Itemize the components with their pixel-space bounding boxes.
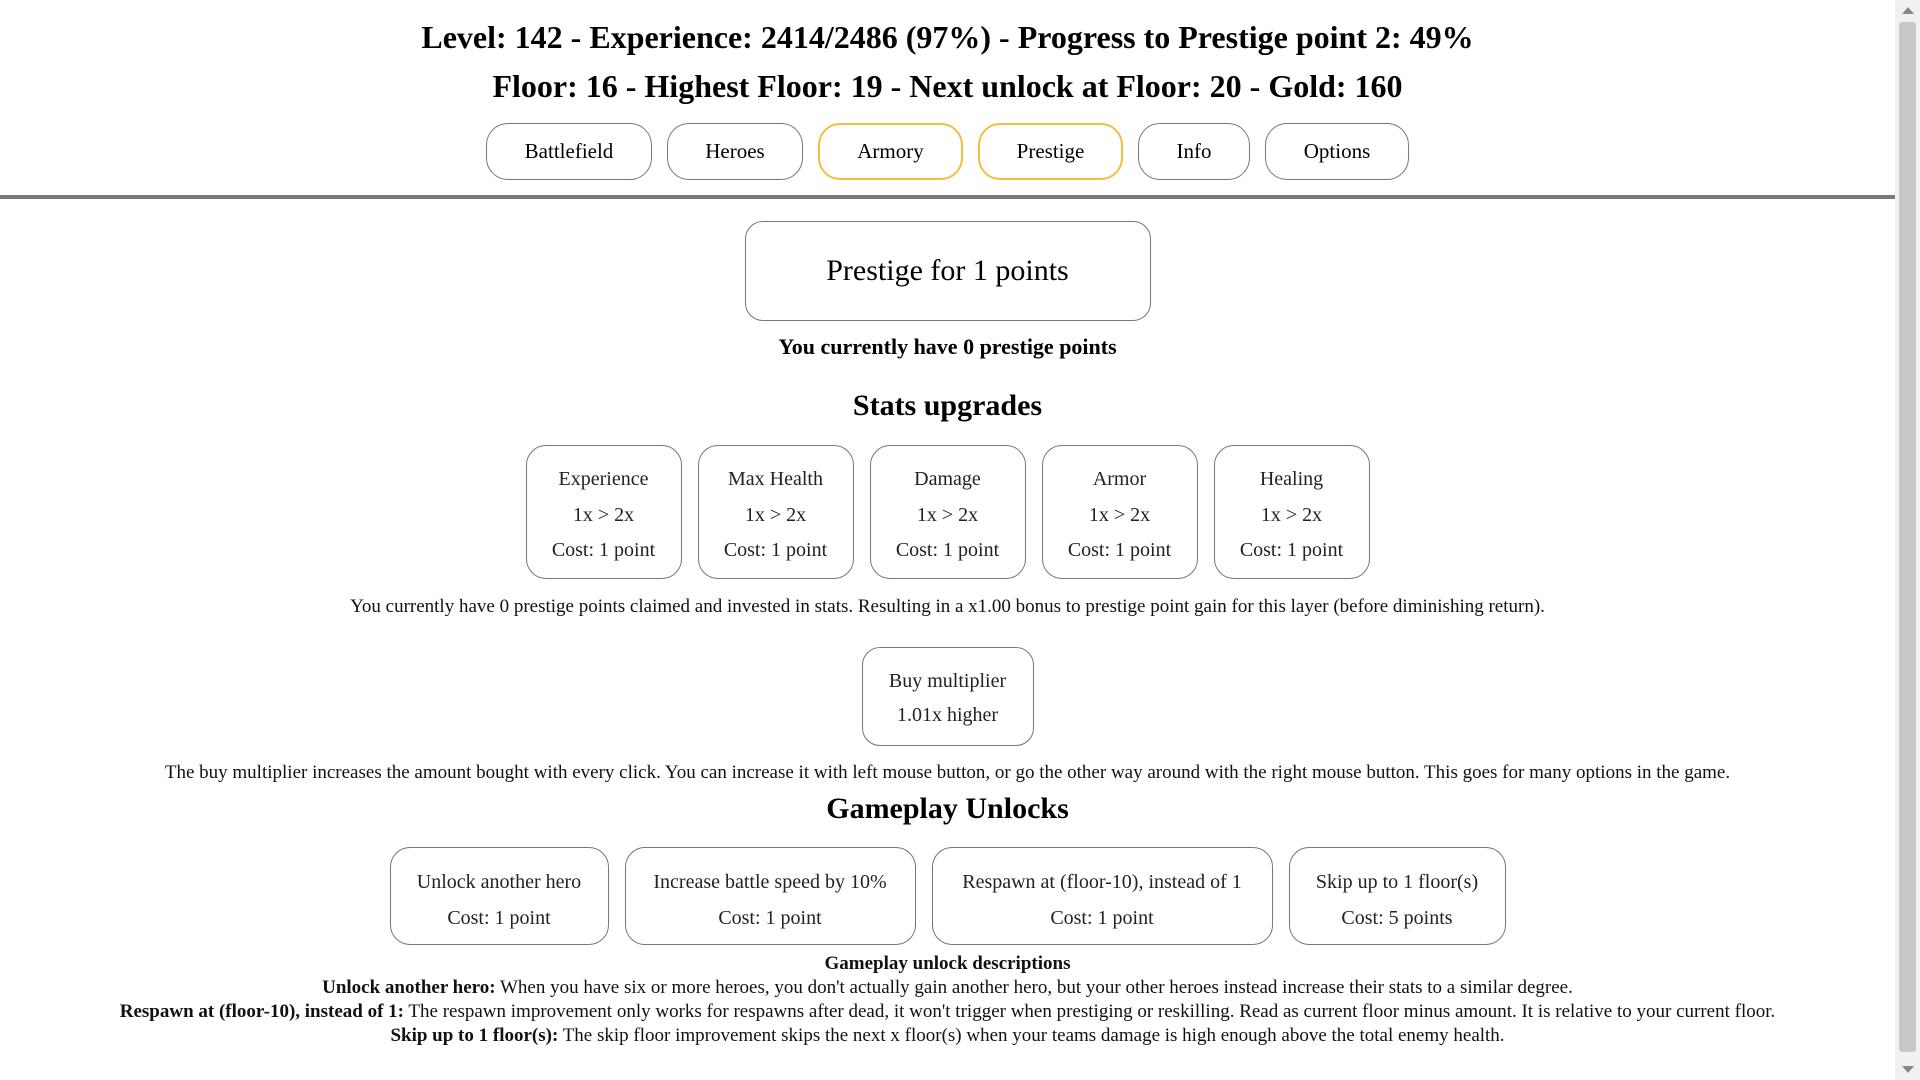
gameplay-unlocks-row (0, 847, 1895, 945)
unlock-card-respawn[interactable] (932, 847, 1273, 945)
unlock-card-another-hero[interactable] (390, 847, 609, 945)
stat-multiplier: 1x > 2x (916, 503, 979, 526)
description-respawn (0, 1000, 1895, 1024)
stat-multiplier: 1x > 2x (1260, 503, 1323, 526)
description-term: Unlock another hero: (322, 977, 496, 998)
stat-name: Experience (558, 468, 649, 490)
stat-name: Healing (1259, 468, 1324, 490)
scroll-up-arrow-icon[interactable] (1902, 7, 1914, 14)
stats-upgrades-title: Stats upgrades (852, 389, 1043, 422)
buy-multiplier-label: Buy multiplier (888, 670, 1007, 692)
unlock-cost: Cost: 1 point (718, 907, 822, 929)
stats-bonus-note: You currently have 0 prestige points claimed and invested in stats. Resulting in a x1.00 bonus to prestige point gain for this layer (before diminishing return). (350, 596, 1545, 617)
scrollbar-thumb[interactable] (1899, 22, 1916, 1052)
vertical-scrollbar[interactable] (1895, 0, 1920, 1080)
header-divider (0, 195, 1895, 199)
stat-cost: Cost: 1 point (895, 539, 1000, 561)
tab-armory[interactable]: Armory (818, 123, 963, 180)
prestige-button[interactable]: Prestige for 1 points (745, 221, 1151, 321)
stat-cost: Cost: 1 point (723, 539, 828, 561)
unlock-label: Increase battle speed by 10% (653, 871, 887, 893)
stat-cost: Cost: 1 point (1067, 539, 1172, 561)
buy-multiplier-value: 1.01x higher (896, 704, 999, 726)
stat-multiplier: 1x > 2x (744, 503, 807, 526)
gameplay-unlocks-title: Gameplay Unlocks (826, 792, 1069, 825)
unlock-label: Unlock another hero (416, 871, 582, 893)
nav-tabs (0, 123, 1895, 180)
unlock-label: Respawn at (floor-10), instead of 1 (962, 871, 1242, 893)
unlock-label: Skip up to 1 floor(s) (1315, 871, 1479, 893)
tab-info[interactable]: Info (1138, 123, 1250, 180)
header (0, 0, 1895, 180)
unlock-cost: Cost: 1 point (447, 907, 551, 929)
unlock-card-battle-speed[interactable] (625, 847, 916, 945)
descriptions-title: Gameplay unlock descriptions (824, 953, 1071, 974)
stat-card-damage[interactable] (870, 445, 1026, 579)
stat-cost: Cost: 1 point (551, 539, 656, 561)
description-text: The skip floor improvement skips the next x floor(s) when your teams damage is high enough above the total enemy health. (558, 1025, 1505, 1046)
description-text: The respawn improvement only works for respawns after dead, it won't trigger when prestiging or reskilling. Read as current floor minus amount. It is relative to your current floor. (404, 1001, 1776, 1022)
stat-multiplier: 1x > 2x (1088, 503, 1151, 526)
gameplay-descriptions (0, 952, 1895, 1048)
stat-name: Max Health (728, 468, 823, 490)
status-line-level: Level: 142 - Experience: 2414/2486 (97%) - Progress to Prestige point 2: 49% (421, 19, 1474, 55)
stat-card-experience[interactable] (526, 445, 682, 579)
unlock-cost: Cost: 1 point (1050, 907, 1154, 929)
buy-multiplier-button[interactable] (862, 647, 1034, 746)
stat-name: Armor (1092, 468, 1147, 490)
description-another-hero (0, 976, 1895, 1000)
tab-prestige[interactable]: Prestige (978, 123, 1123, 180)
description-term: Skip up to 1 floor(s): (390, 1025, 559, 1046)
prestige-points-text: You currently have 0 prestige points (778, 334, 1117, 359)
stat-cost: Cost: 1 point (1239, 539, 1344, 561)
description-skip-floor (0, 1024, 1895, 1048)
unlock-cost: Cost: 5 points (1341, 907, 1453, 929)
tab-battlefield[interactable]: Battlefield (486, 123, 652, 180)
tab-heroes[interactable]: Heroes (667, 123, 803, 180)
stat-card-max-health[interactable] (698, 445, 854, 579)
stat-card-armor[interactable] (1042, 445, 1198, 579)
stat-multiplier: 1x > 2x (572, 503, 635, 526)
buy-multiplier-note: The buy multiplier increases the amount bought with every click. You can increase it with left mouse button, or go the other way around with the right mouse button. This goes for many options in the game. (164, 762, 1731, 783)
description-term: Respawn at (floor-10), instead of 1: (119, 1001, 405, 1022)
unlock-card-skip-floor[interactable] (1289, 847, 1506, 945)
description-text: When you have six or more heroes, you don't actually gain another hero, but your other heroes instead increase their stats to a similar degree. (495, 977, 1573, 998)
stat-card-healing[interactable] (1214, 445, 1370, 579)
scroll-down-arrow-icon[interactable] (1902, 1066, 1914, 1073)
stat-name: Damage (914, 468, 981, 490)
status-line-floor: Floor: 16 - Highest Floor: 19 - Next unlock at Floor: 20 - Gold: 160 (492, 68, 1403, 104)
prestige-content (0, 221, 1895, 1048)
stats-upgrades-row (0, 445, 1895, 579)
tab-options[interactable]: Options (1265, 123, 1409, 180)
